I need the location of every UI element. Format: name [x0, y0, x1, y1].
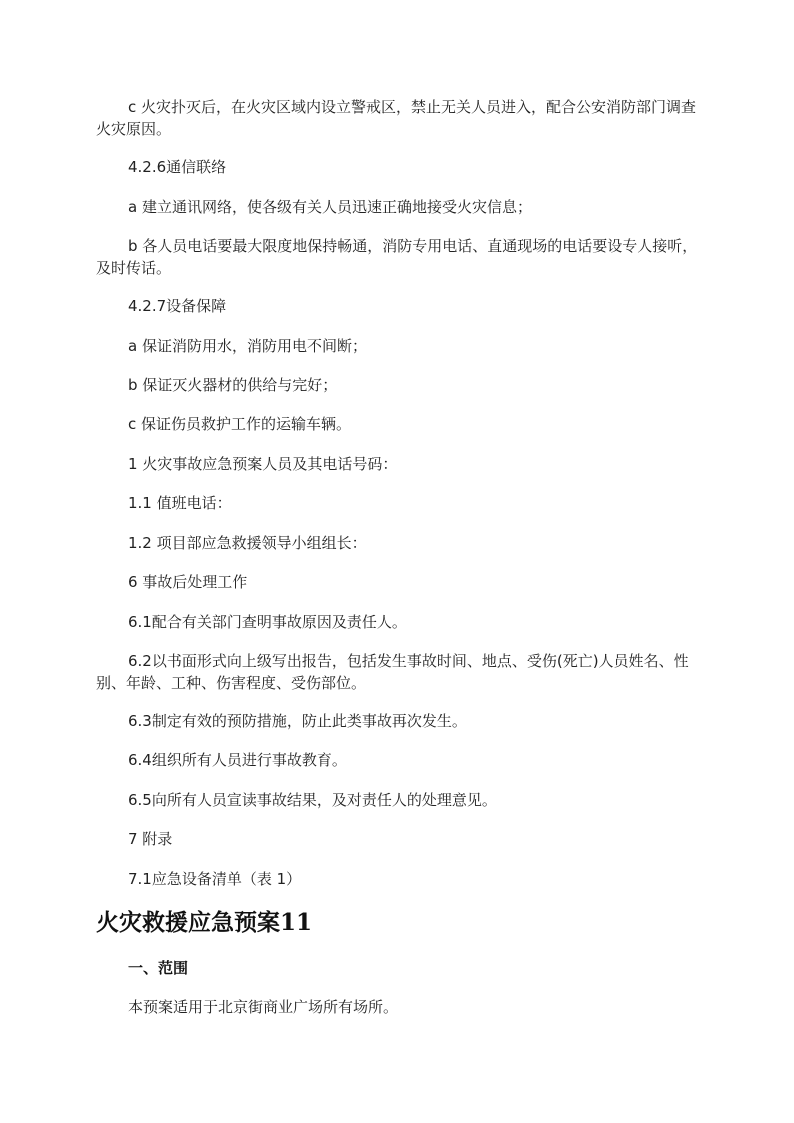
paragraph-comm-b: b 各人员电话要最大限度地保持畅通，消防专用电话、直通现场的电话要设专人接听，及时传话。 [96, 237, 698, 277]
paragraph-scope: 本预案适用于北京街商业广场所有场所。 [128, 998, 399, 1016]
heading-4-2-7: 4.2.7设备保障 [128, 297, 227, 315]
section-title: 火灾救援应急预案11 [96, 909, 313, 936]
paragraph-6-4: 6.4组织所有人员进行事故教育。 [128, 751, 347, 769]
paragraph-6-2: 6.2以书面形式向上级写出报告，包括发生事故时间、地点、受伤(死亡)人员姓名、性别、年龄、工种、伤害程度、受伤部位。 [96, 652, 689, 692]
paragraph-7-1: 7.1应急设备清单（表 1） [128, 870, 302, 888]
paragraph-6-1: 6.1配合有关部门查明事故原因及责任人。 [128, 613, 407, 631]
paragraph-equip-a: a 保证消防用水，消防用电不间断； [128, 337, 367, 355]
paragraph-personnel: 1 火灾事故应急预案人员及其电话号码： [128, 455, 398, 473]
paragraph-equip-b: b 保证灭火器材的供给与完好； [128, 376, 338, 394]
paragraph-comm-a: a 建立通讯网络，使各级有关人员迅速正确地接受火灾信息； [128, 198, 532, 216]
heading-4-2-6: 4.2.6通信联络 [128, 158, 227, 176]
heading-6: 6 事故后处理工作 [128, 573, 248, 591]
heading-7: 7 附录 [128, 830, 173, 848]
paragraph-6-5: 6.5向所有人员宣读事故结果，及对责任人的处理意见。 [128, 791, 497, 809]
paragraph-team-leader: 1.2 项目部应急救援领导小组组长： [128, 534, 367, 552]
paragraph-duty-phone: 1.1 值班电话： [128, 494, 232, 512]
paragraph-fire-extinguished: c 火灾扑灭后，在火灾区域内设立警戒区，禁止无关人员进入，配合公安消防部门调查火灾原因。 [96, 98, 697, 138]
paragraph-equip-c: c 保证伤员救护工作的运输车辆。 [128, 415, 352, 433]
subsection-heading: 一、范围 [128, 959, 189, 977]
paragraph-6-3: 6.3制定有效的预防措施，防止此类事故再次发生。 [128, 712, 467, 730]
